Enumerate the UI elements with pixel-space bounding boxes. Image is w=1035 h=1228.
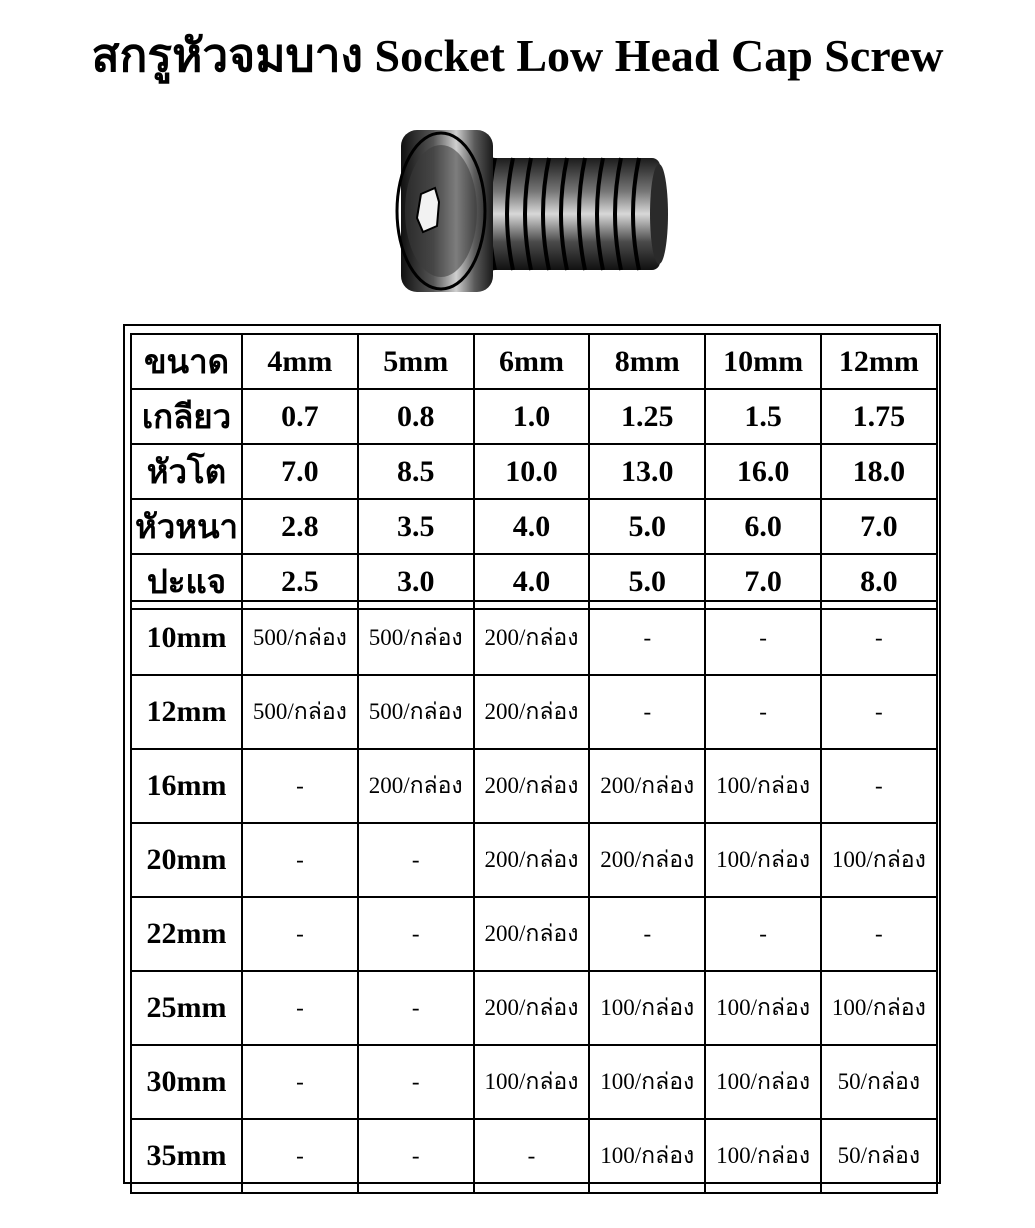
spec-cell: 5.0 (589, 499, 705, 554)
qty-cell: 100/กล่อง (474, 1045, 590, 1119)
spec-cell: 4.0 (474, 554, 590, 609)
quantity-rows (131, 601, 937, 1193)
spec-cell: 1.75 (821, 389, 937, 444)
spec-label: หัวโต (131, 444, 242, 499)
qty-cell: - (821, 601, 937, 675)
qty-cell: - (358, 1045, 474, 1119)
qty-cell: - (589, 675, 705, 749)
spec-cell: 16.0 (705, 444, 821, 499)
spec-row-pitch (131, 389, 937, 444)
spec-cell: 8.0 (821, 554, 937, 609)
qty-cell: 500/กล่อง (242, 675, 358, 749)
page-title: สกรูหัวจมบาง Socket Low Head Cap Screw (91, 30, 944, 81)
qty-cell: - (705, 897, 821, 971)
spec-row-head-diameter (131, 444, 937, 499)
length-label: 20mm (131, 823, 242, 897)
qty-row (131, 1119, 937, 1193)
qty-cell: 100/กล่อง (705, 749, 821, 823)
qty-cell: 100/กล่อง (589, 971, 705, 1045)
qty-cell: - (589, 601, 705, 675)
qty-cell: 200/กล่อง (474, 675, 590, 749)
qty-cell: 100/กล่อง (821, 971, 937, 1045)
qty-cell: 200/กล่อง (358, 749, 474, 823)
qty-cell: 200/กล่อง (474, 601, 590, 675)
qty-cell: - (242, 749, 358, 823)
specification-table (130, 333, 938, 610)
qty-row (131, 1045, 937, 1119)
qty-row (131, 897, 937, 971)
qty-cell: 100/กล่อง (821, 823, 937, 897)
spec-cell: 0.8 (358, 389, 474, 444)
qty-cell: - (821, 749, 937, 823)
qty-cell: 100/กล่อง (589, 1045, 705, 1119)
length-label: 25mm (131, 971, 242, 1045)
spec-cell: 5.0 (589, 554, 705, 609)
spec-cell: 10.0 (474, 444, 590, 499)
qty-cell: - (705, 675, 821, 749)
spec-row-head-height (131, 499, 937, 554)
qty-row (131, 601, 937, 675)
spec-cell: 7.0 (821, 499, 937, 554)
spec-label: หัวหนา (131, 499, 242, 554)
qty-cell: - (821, 897, 937, 971)
spec-cell: 1.5 (705, 389, 821, 444)
qty-row (131, 971, 937, 1045)
length-label: 30mm (131, 1045, 242, 1119)
spec-label: ขนาด (131, 334, 242, 389)
qty-cell: - (358, 1119, 474, 1193)
screw-image (383, 128, 683, 298)
spec-cell: 1.0 (474, 389, 590, 444)
specification-rows (131, 334, 937, 609)
qty-cell: 100/กล่อง (705, 971, 821, 1045)
qty-cell: 100/กล่อง (705, 823, 821, 897)
spec-cell: 7.0 (705, 554, 821, 609)
length-label: 10mm (131, 601, 242, 675)
qty-cell: - (705, 601, 821, 675)
qty-cell: 200/กล่อง (474, 823, 590, 897)
qty-cell: - (358, 897, 474, 971)
qty-cell: - (358, 971, 474, 1045)
qty-cell: - (242, 1045, 358, 1119)
spec-cell: 2.5 (242, 554, 358, 609)
qty-cell: 500/กล่อง (242, 601, 358, 675)
qty-cell: 100/กล่อง (705, 1119, 821, 1193)
spec-cell: 1.25 (589, 389, 705, 444)
length-label: 12mm (131, 675, 242, 749)
qty-row (131, 675, 937, 749)
qty-cell: - (242, 971, 358, 1045)
qty-cell: 100/กล่อง (589, 1119, 705, 1193)
spec-label: เกลียว (131, 389, 242, 444)
spec-cell: 3.5 (358, 499, 474, 554)
spec-cell: 2.8 (242, 499, 358, 554)
qty-cell: - (242, 897, 358, 971)
spec-cell: 0.7 (242, 389, 358, 444)
length-label: 16mm (131, 749, 242, 823)
qty-row (131, 823, 937, 897)
spec-cell: 12mm (821, 334, 937, 389)
qty-cell: 50/กล่อง (821, 1119, 937, 1193)
quantity-table (130, 600, 938, 1194)
length-label: 22mm (131, 897, 242, 971)
qty-cell: 200/กล่อง (474, 897, 590, 971)
spec-cell: 8mm (589, 334, 705, 389)
qty-cell: - (242, 823, 358, 897)
qty-cell: 100/กล่อง (705, 1045, 821, 1119)
spec-label: ปะแจ (131, 554, 242, 609)
spec-cell: 10mm (705, 334, 821, 389)
qty-cell: 500/กล่อง (358, 675, 474, 749)
spec-cell: 4.0 (474, 499, 590, 554)
qty-cell: - (242, 1119, 358, 1193)
spec-cell: 4mm (242, 334, 358, 389)
qty-cell: - (821, 675, 937, 749)
qty-cell: 200/กล่อง (474, 971, 590, 1045)
qty-row (131, 749, 937, 823)
spec-row-size (131, 334, 937, 389)
spec-cell: 18.0 (821, 444, 937, 499)
spec-cell: 7.0 (242, 444, 358, 499)
qty-cell: - (358, 823, 474, 897)
qty-cell: 200/กล่อง (589, 749, 705, 823)
spec-cell: 6mm (474, 334, 590, 389)
spec-cell: 13.0 (589, 444, 705, 499)
spec-cell: 3.0 (358, 554, 474, 609)
qty-cell: 200/กล่อง (474, 749, 590, 823)
qty-cell: 200/กล่อง (589, 823, 705, 897)
spec-cell: 8.5 (358, 444, 474, 499)
qty-cell: - (474, 1119, 590, 1193)
length-label: 35mm (131, 1119, 242, 1193)
spec-cell: 5mm (358, 334, 474, 389)
qty-cell: 50/กล่อง (821, 1045, 937, 1119)
qty-cell: - (589, 897, 705, 971)
spec-cell: 6.0 (705, 499, 821, 554)
qty-cell: 500/กล่อง (358, 601, 474, 675)
